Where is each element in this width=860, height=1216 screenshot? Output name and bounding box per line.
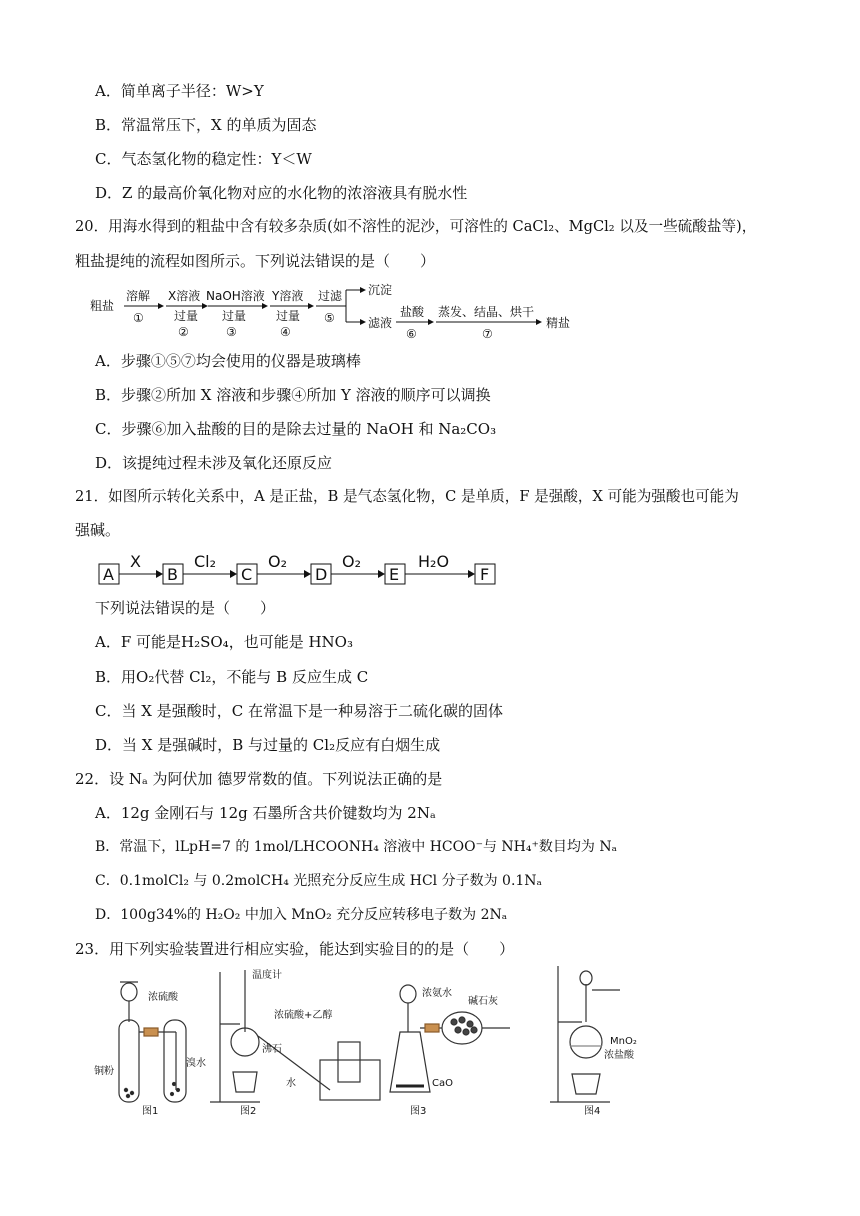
flow-step5-num: ⑤ [324,311,335,325]
flow-step3-top: NaOH溶液 [206,289,265,303]
fig1-label-conc-h2so4: 浓硫酸 [148,992,178,1003]
q23-apparatus-figures [90,962,650,1122]
flow-step1-num: ① [133,311,144,325]
figure-1 [94,982,206,1117]
chain-arrow-o2-1: O₂ [268,552,288,571]
q19-option-d: D．Z 的最高价氧化物对应的水化物的浓溶液具有脱水性 [95,184,468,202]
chain-arrow-cl2: Cl₂ [194,552,217,571]
q20-stem-line2: 粗盐提纯的流程如图所示。下列说法错误的是（ ） [75,252,436,270]
q22-option-a: A．12g 金刚石与 12g 石墨所含共价键数均为 2Nₐ [95,804,436,822]
flow-filtrate: 滤液 [368,316,393,330]
q20-flow-diagram [88,282,588,344]
fig3-label-soda-lime: 碱石灰 [468,996,498,1007]
fig2-label-acid-ethanol: 浓硫酸+乙醇 [274,1010,333,1021]
fig4-label-conc-hcl: 浓盐酸 [604,1050,634,1061]
fig4-caption: 图4 [584,1106,601,1117]
chain-box-c: C [241,565,253,584]
flow-step2-top: X溶液 [168,289,201,303]
q21-chain-diagram [96,550,506,590]
q20-option-d: D．该提纯过程未涉及氧化还原反应 [95,454,333,472]
q21-question: 下列说法错误的是（ ） [95,599,276,617]
q21-option-d: D．当 X 是强碱时，B 与过量的 Cl₂反应有白烟生成 [95,736,441,754]
flow-precipitate: 沉淀 [368,283,393,297]
q23-stem: 23．用下列实验装置进行相应实验，能达到实验目的的是（ ） [75,940,515,958]
flow-step3-bottom: 过量 [222,309,247,323]
q22-option-b: B．常温下，lLpH=7 的 1mol/LHCOONH₄ 溶液中 HCOO⁻与 NH₄⁺数目均为 Nₐ [95,839,617,855]
q22-option-c: C．0.1molCl₂ 与 0.2molCH₄ 光照充分反应生成 HCl 分子数为 0.1Nₐ [95,873,542,889]
fig2-label-boiling-stones: 沸石 [262,1044,282,1055]
chain-box-f: F [480,565,490,584]
chain-box-d: D [315,565,328,584]
figure-2 [210,968,380,1117]
fig1-label-bromine-water: 溴水 [186,1058,206,1069]
q21-option-a: A．F 可能是H₂SO₄，也可能是 HNO₃ [95,633,353,651]
flow-end: 精盐 [546,316,571,330]
q20-stem-line1: 20．用海水得到的粗盐中含有较多杂质(如不溶性的泥沙，可溶性的 CaCl₂、MgCl₂ 以及一些硫酸盐等)， [75,218,757,235]
flow-start: 粗盐 [90,299,115,313]
flow-step1-top: 溶解 [126,289,151,303]
chain-arrow-h2o: H₂O [418,552,450,571]
flow-step6-num: ⑥ [406,327,417,341]
q21-option-b: B．用O₂代替 Cl₂，不能与 B 反应生成 C [95,668,369,686]
q20-option-c: C．步骤⑥加入盐酸的目的是除去过量的 NaOH 和 Na₂CO₃ [95,420,497,438]
flow-step2-bottom: 过量 [174,309,199,323]
flow-step3-num: ③ [226,325,237,339]
q19-option-b: B．常温常压下，X 的单质为固态 [95,116,317,134]
q20-option-a: A．步骤①⑤⑦均会使用的仪器是玻璃棒 [95,352,361,370]
flow-step6-top: 盐酸 [400,305,425,319]
q19-option-a: A．简单离子半径：W>Y [95,82,264,100]
chain-arrow-o2-2: O₂ [342,552,362,571]
flow-step4-top: Y溶液 [272,289,304,303]
fig4-label-mno2: MnO₂ [610,1036,637,1047]
flow-step4-bottom: 过量 [276,309,301,323]
q19-option-c: C．气态氢化物的稳定性：Y＜W [95,150,312,168]
fig1-label-cu-powder: 铜粉 [94,1066,114,1077]
figure-4 [550,966,637,1117]
q22-stem: 22．设 Nₐ 为阿伏加 德罗常数的值。下列说法正确的是 [75,770,443,788]
chain-arrow-x: X [130,552,141,571]
chain-box-b: B [167,565,178,584]
flow-step5-top: 过滤 [318,289,343,303]
fig2-caption: 图2 [240,1106,257,1117]
fig3-label-cao: CaO [432,1078,453,1089]
q22-option-d: D．100g34%的 H₂O₂ 中加入 MnO₂ 充分反应转移电子数为 2Nₐ [95,907,508,923]
fig2-label-water: 水 [286,1078,296,1089]
figure-3 [390,985,510,1117]
fig2-label-thermometer: 温度计 [252,970,282,981]
flow-step2-num: ② [178,325,189,339]
q21-stem-line2: 强碱。 [75,521,121,539]
chain-box-e: E [389,565,400,584]
flow-step7-top: 蒸发、结晶、烘干 [438,305,535,319]
q20-option-b: B．步骤②所加 X 溶液和步骤④所加 Y 溶液的顺序可以调换 [95,386,491,404]
fig1-caption: 图1 [142,1106,159,1117]
chain-box-a: A [103,565,114,584]
flow-step4-num: ④ [280,325,291,339]
q21-stem-line1: 21．如图所示转化关系中，A 是正盐，B 是气态氢化物，C 是单质，F 是强酸，X 可能为强酸也可能为 [75,488,739,505]
flow-step7-num: ⑦ [482,327,493,341]
q21-option-c: C．当 X 是强酸时，C 在常温下是一种易溶于二硫化碳的固体 [95,702,503,720]
fig3-label-ammonia: 浓氨水 [422,988,452,999]
fig3-caption: 图3 [410,1106,427,1117]
